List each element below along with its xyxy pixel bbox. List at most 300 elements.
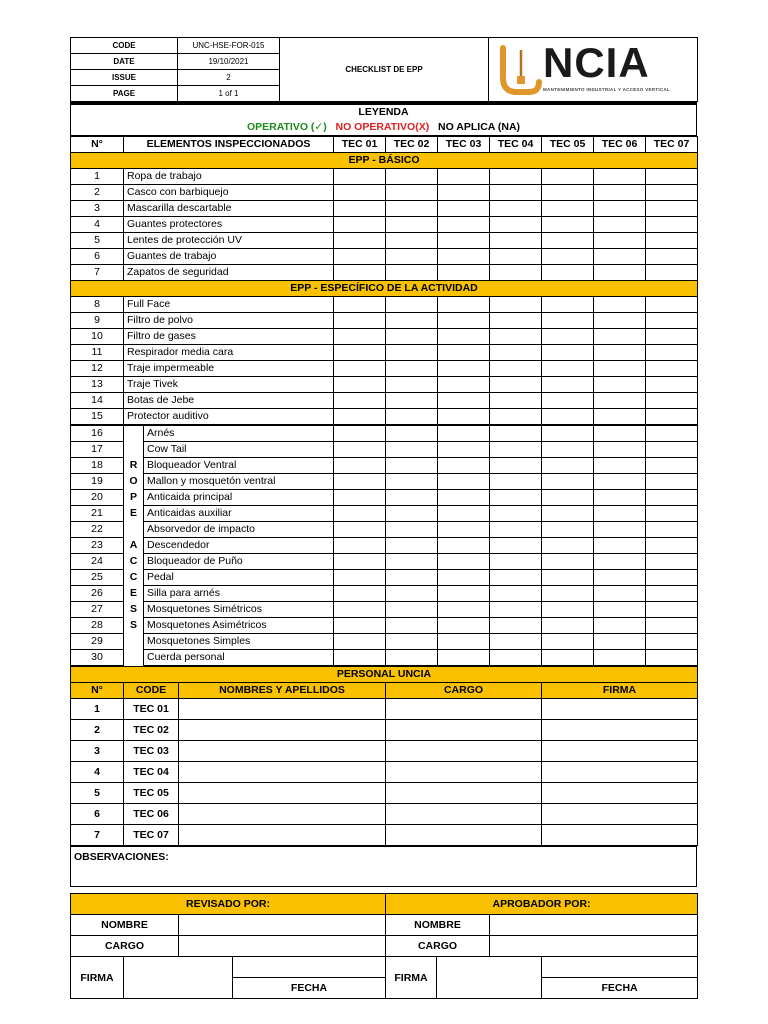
- tec-check-cell[interactable]: [594, 313, 646, 329]
- personal-table: [70, 666, 698, 846]
- tec-check-cell[interactable]: [490, 602, 542, 618]
- tec-check-cell[interactable]: [438, 185, 490, 201]
- tec-check-cell[interactable]: [490, 586, 542, 602]
- observations-field[interactable]: OBSERVACIONES:: [71, 847, 697, 887]
- tec-check-cell[interactable]: [334, 185, 386, 201]
- inspection-row: [71, 169, 698, 185]
- tec-check-cell[interactable]: [646, 458, 698, 474]
- inspection-row: [71, 522, 698, 538]
- tec-check-cell[interactable]: [594, 185, 646, 201]
- legend-no-operativo: NO OPERATIVO(X): [335, 121, 430, 133]
- tec-check-cell[interactable]: [438, 297, 490, 313]
- tec-check-cell[interactable]: [594, 650, 646, 666]
- inspection-row: [71, 425, 698, 442]
- personal-cargo-field[interactable]: [386, 699, 542, 720]
- tec-check-cell[interactable]: [438, 377, 490, 393]
- tec-column-header: TEC 07: [646, 137, 698, 153]
- personal-code: TEC 02: [124, 720, 179, 741]
- personal-name-field[interactable]: [179, 699, 386, 720]
- tec-check-cell[interactable]: [334, 249, 386, 265]
- tec-check-cell[interactable]: [386, 506, 438, 522]
- tec-check-cell[interactable]: [594, 169, 646, 185]
- tec-check-cell[interactable]: [646, 570, 698, 586]
- tec-check-cell[interactable]: [334, 345, 386, 361]
- tec-check-cell[interactable]: [542, 249, 594, 265]
- tec-check-cell[interactable]: [646, 474, 698, 490]
- tec-check-cell[interactable]: [386, 409, 438, 426]
- tec-check-cell[interactable]: [386, 570, 438, 586]
- personal-num: 6: [71, 804, 124, 825]
- personal-row: [71, 783, 698, 804]
- tec-check-cell[interactable]: [334, 442, 386, 458]
- tec-check-cell[interactable]: [594, 522, 646, 538]
- personal-cargo-field[interactable]: [386, 804, 542, 825]
- tec-check-cell[interactable]: [594, 570, 646, 586]
- tec-check-cell[interactable]: [542, 586, 594, 602]
- tec-check-cell[interactable]: [646, 650, 698, 666]
- personal-name-field[interactable]: [179, 762, 386, 783]
- tec-check-cell[interactable]: [334, 201, 386, 217]
- personal-row: [71, 720, 698, 741]
- tec-check-cell[interactable]: [594, 233, 646, 249]
- tec-check-cell[interactable]: [490, 201, 542, 217]
- tec-check-cell[interactable]: [646, 249, 698, 265]
- tec-check-cell[interactable]: [334, 233, 386, 249]
- reviewed-nombre-label: NOMBRE: [71, 915, 179, 936]
- tec-check-cell[interactable]: [438, 442, 490, 458]
- tec-check-cell[interactable]: [334, 538, 386, 554]
- logo-u-mark-icon: [499, 44, 543, 96]
- tec-check-cell[interactable]: [438, 570, 490, 586]
- personal-firma-field[interactable]: [542, 762, 698, 783]
- section-specific-header: EPP - ESPECÍFICO DE LA ACTIVIDAD: [71, 281, 698, 297]
- inspection-row: [71, 233, 698, 249]
- tec-check-cell[interactable]: [334, 570, 386, 586]
- item-number: 30: [71, 650, 124, 666]
- tec-check-cell[interactable]: [542, 522, 594, 538]
- tec-check-cell[interactable]: [386, 554, 438, 570]
- tec-check-cell[interactable]: [386, 185, 438, 201]
- approved-cargo-label: CARGO: [386, 936, 490, 957]
- reviewed-by-header: REVISADO POR:: [71, 894, 386, 915]
- tec-check-cell[interactable]: [646, 425, 698, 442]
- tec-check-cell[interactable]: [646, 538, 698, 554]
- personal-name-field[interactable]: [179, 825, 386, 846]
- tec-check-cell[interactable]: [490, 345, 542, 361]
- tec-check-cell[interactable]: [386, 217, 438, 233]
- personal-cargo-field[interactable]: [386, 741, 542, 762]
- personal-name-field[interactable]: [179, 804, 386, 825]
- tec-check-cell[interactable]: [438, 538, 490, 554]
- item-name: Mallon y mosquetón ventral: [144, 474, 334, 490]
- tec-check-cell[interactable]: [646, 361, 698, 377]
- tec-check-cell[interactable]: [490, 361, 542, 377]
- item-number: 20: [71, 490, 124, 506]
- inspection-row: [71, 442, 698, 458]
- tec-check-cell[interactable]: [490, 506, 542, 522]
- inspection-row: [71, 329, 698, 345]
- tec-check-cell[interactable]: [542, 570, 594, 586]
- tec-check-cell[interactable]: [334, 297, 386, 313]
- tec-check-cell[interactable]: [386, 474, 438, 490]
- personal-firma-header: FIRMA: [542, 683, 698, 699]
- item-number: 7: [71, 265, 124, 281]
- rope-access-letter: E: [124, 506, 144, 522]
- tec-check-cell[interactable]: [386, 329, 438, 345]
- tec-check-cell[interactable]: [542, 442, 594, 458]
- tec-check-cell[interactable]: [542, 265, 594, 281]
- tec-check-cell[interactable]: [438, 554, 490, 570]
- date-value: 19/10/2021: [178, 54, 280, 70]
- tec-check-cell[interactable]: [542, 169, 594, 185]
- tec-check-cell[interactable]: [438, 361, 490, 377]
- tec-check-cell[interactable]: [438, 409, 490, 426]
- tec-check-cell[interactable]: [542, 393, 594, 409]
- tec-check-cell[interactable]: [438, 169, 490, 185]
- tec-check-cell[interactable]: [594, 377, 646, 393]
- tec-check-cell[interactable]: [490, 474, 542, 490]
- tec-check-cell[interactable]: [490, 634, 542, 650]
- inspection-row: [71, 249, 698, 265]
- reviewed-firma-field[interactable]: [124, 957, 233, 999]
- tec-check-cell[interactable]: [334, 217, 386, 233]
- section-basic-header: EPP - BÁSICO: [71, 153, 698, 169]
- personal-cargo-field[interactable]: [386, 783, 542, 804]
- tec-check-cell[interactable]: [594, 602, 646, 618]
- tec-check-cell[interactable]: [594, 634, 646, 650]
- tec-check-cell[interactable]: [490, 265, 542, 281]
- approved-fecha-field[interactable]: [542, 957, 698, 978]
- tec-check-cell[interactable]: [646, 297, 698, 313]
- tec-check-cell[interactable]: [490, 425, 542, 442]
- tec-check-cell[interactable]: [490, 650, 542, 666]
- tec-check-cell[interactable]: [490, 570, 542, 586]
- tec-check-cell[interactable]: [646, 185, 698, 201]
- tec-check-cell[interactable]: [646, 393, 698, 409]
- tec-check-cell[interactable]: [334, 361, 386, 377]
- tec-check-cell[interactable]: [386, 249, 438, 265]
- inspection-row: [71, 361, 698, 377]
- tec-check-cell[interactable]: [646, 201, 698, 217]
- tec-check-cell[interactable]: [542, 474, 594, 490]
- inspection-row: [71, 634, 698, 650]
- tec-check-cell[interactable]: [490, 233, 542, 249]
- tec-check-cell[interactable]: [646, 490, 698, 506]
- tec-check-cell[interactable]: [646, 265, 698, 281]
- tec-check-cell[interactable]: [542, 377, 594, 393]
- tec-check-cell[interactable]: [438, 602, 490, 618]
- tec-check-cell[interactable]: [646, 377, 698, 393]
- reviewed-fecha-field[interactable]: [233, 957, 386, 978]
- tec-check-cell[interactable]: [490, 217, 542, 233]
- tec-check-cell[interactable]: [334, 634, 386, 650]
- tec-check-cell[interactable]: [438, 618, 490, 634]
- inspection-row: [71, 650, 698, 666]
- reviewed-nombre-field[interactable]: [179, 915, 386, 936]
- item-name: Absorvedor de impacto: [144, 522, 334, 538]
- tec-check-cell[interactable]: [594, 458, 646, 474]
- approved-nombre-field[interactable]: [490, 915, 698, 936]
- tec-check-cell[interactable]: [386, 458, 438, 474]
- tec-check-cell[interactable]: [542, 313, 594, 329]
- tec-check-cell[interactable]: [386, 425, 438, 442]
- tec-check-cell[interactable]: [334, 506, 386, 522]
- inspection-row: [71, 602, 698, 618]
- tec-check-cell[interactable]: [646, 506, 698, 522]
- tec-check-cell[interactable]: [490, 313, 542, 329]
- tec-check-cell[interactable]: [542, 329, 594, 345]
- tec-check-cell[interactable]: [334, 554, 386, 570]
- tec-check-cell[interactable]: [542, 185, 594, 201]
- tec-check-cell[interactable]: [438, 217, 490, 233]
- personal-name-field[interactable]: [179, 741, 386, 762]
- reviewed-cargo-label: CARGO: [71, 936, 179, 957]
- tec-check-cell[interactable]: [386, 602, 438, 618]
- personal-firma-field[interactable]: [542, 783, 698, 804]
- tec-check-cell[interactable]: [594, 217, 646, 233]
- reviewed-cargo-field[interactable]: [179, 936, 386, 957]
- tec-check-cell[interactable]: [594, 586, 646, 602]
- tec-check-cell[interactable]: [438, 458, 490, 474]
- tec-check-cell[interactable]: [542, 201, 594, 217]
- personal-firma-field[interactable]: [542, 699, 698, 720]
- personal-row: [71, 804, 698, 825]
- tec-check-cell[interactable]: [438, 233, 490, 249]
- tec-check-cell[interactable]: [386, 490, 438, 506]
- tec-check-cell[interactable]: [646, 169, 698, 185]
- tec-check-cell[interactable]: [594, 249, 646, 265]
- tec-check-cell[interactable]: [594, 201, 646, 217]
- tec-check-cell[interactable]: [542, 233, 594, 249]
- tec-check-cell[interactable]: [386, 538, 438, 554]
- num-column-header: N°: [71, 137, 124, 153]
- tec-check-cell[interactable]: [490, 618, 542, 634]
- tec-check-cell[interactable]: [334, 650, 386, 666]
- tec-check-cell[interactable]: [438, 329, 490, 345]
- tec-check-cell[interactable]: [386, 313, 438, 329]
- tec-check-cell[interactable]: [334, 377, 386, 393]
- tec-check-cell[interactable]: [646, 602, 698, 618]
- tec-check-cell[interactable]: [646, 586, 698, 602]
- tec-check-cell[interactable]: [386, 361, 438, 377]
- personal-firma-field[interactable]: [542, 825, 698, 846]
- tec-check-cell[interactable]: [386, 634, 438, 650]
- tec-check-cell[interactable]: [594, 490, 646, 506]
- tec-check-cell[interactable]: [594, 409, 646, 426]
- tec-check-cell[interactable]: [542, 409, 594, 426]
- approved-firma-label: FIRMA: [386, 957, 437, 999]
- tec-check-cell[interactable]: [542, 506, 594, 522]
- issue-value: 2: [178, 70, 280, 86]
- tec-check-cell[interactable]: [646, 618, 698, 634]
- tec-check-cell[interactable]: [334, 490, 386, 506]
- tec-check-cell[interactable]: [490, 409, 542, 426]
- tec-check-cell[interactable]: [594, 506, 646, 522]
- tec-check-cell[interactable]: [334, 409, 386, 426]
- tec-check-cell[interactable]: [490, 554, 542, 570]
- legend-title: LEYENDA: [71, 104, 697, 121]
- item-name: Casco con barbiquejo: [124, 185, 334, 201]
- tec-check-cell[interactable]: [334, 458, 386, 474]
- tec-check-cell[interactable]: [386, 586, 438, 602]
- tec-check-cell[interactable]: [646, 233, 698, 249]
- item-number: 15: [71, 409, 124, 426]
- personal-num: 4: [71, 762, 124, 783]
- tec-check-cell[interactable]: [386, 233, 438, 249]
- tec-check-cell[interactable]: [490, 297, 542, 313]
- item-number: 23: [71, 538, 124, 554]
- tec-check-cell[interactable]: [438, 249, 490, 265]
- tec-check-cell[interactable]: [542, 634, 594, 650]
- tec-check-cell[interactable]: [646, 217, 698, 233]
- tec-check-cell[interactable]: [542, 602, 594, 618]
- inspection-row: [71, 265, 698, 281]
- tec-check-cell[interactable]: [334, 169, 386, 185]
- tec-check-cell[interactable]: [542, 554, 594, 570]
- tec-check-cell[interactable]: [646, 409, 698, 426]
- tec-check-cell[interactable]: [490, 393, 542, 409]
- tec-check-cell[interactable]: [438, 201, 490, 217]
- tec-check-cell[interactable]: [438, 474, 490, 490]
- tec-check-cell[interactable]: [386, 201, 438, 217]
- tec-check-cell[interactable]: [594, 329, 646, 345]
- tec-check-cell[interactable]: [386, 297, 438, 313]
- tec-check-cell[interactable]: [438, 265, 490, 281]
- personal-name-field[interactable]: [179, 720, 386, 741]
- personal-row: [71, 825, 698, 846]
- tec-check-cell[interactable]: [490, 377, 542, 393]
- tec-check-cell[interactable]: [438, 490, 490, 506]
- tec-check-cell[interactable]: [542, 650, 594, 666]
- tec-check-cell[interactable]: [646, 329, 698, 345]
- approved-cargo-field[interactable]: [490, 936, 698, 957]
- tec-check-cell[interactable]: [542, 345, 594, 361]
- rope-access-letter: [124, 522, 144, 538]
- tec-check-cell[interactable]: [334, 586, 386, 602]
- tec-check-cell[interactable]: [386, 618, 438, 634]
- tec-check-cell[interactable]: [646, 313, 698, 329]
- tec-check-cell[interactable]: [542, 297, 594, 313]
- personal-firma-field[interactable]: [542, 720, 698, 741]
- tec-check-cell[interactable]: [594, 297, 646, 313]
- item-name: Mosquetones Simples: [144, 634, 334, 650]
- tec-check-cell[interactable]: [438, 313, 490, 329]
- tec-check-cell[interactable]: [334, 329, 386, 345]
- tec-check-cell[interactable]: [334, 522, 386, 538]
- tec-check-cell[interactable]: [490, 490, 542, 506]
- personal-cargo-field[interactable]: [386, 720, 542, 741]
- personal-firma-field[interactable]: [542, 804, 698, 825]
- personal-cargo-field[interactable]: [386, 762, 542, 783]
- inspection-row: [71, 586, 698, 602]
- tec-check-cell[interactable]: [594, 393, 646, 409]
- tec-check-cell[interactable]: [438, 393, 490, 409]
- tec-check-cell[interactable]: [438, 345, 490, 361]
- tec-check-cell[interactable]: [594, 538, 646, 554]
- tec-check-cell[interactable]: [490, 185, 542, 201]
- tec-check-cell[interactable]: [646, 522, 698, 538]
- tec-check-cell[interactable]: [646, 345, 698, 361]
- tec-check-cell[interactable]: [438, 586, 490, 602]
- tec-check-cell[interactable]: [334, 313, 386, 329]
- elements-column-header: ELEMENTOS INSPECCIONADOS: [124, 137, 334, 153]
- tec-check-cell[interactable]: [542, 361, 594, 377]
- tec-check-cell[interactable]: [386, 169, 438, 185]
- tec-check-cell[interactable]: [542, 217, 594, 233]
- tec-check-cell[interactable]: [594, 474, 646, 490]
- tec-check-cell[interactable]: [646, 554, 698, 570]
- tec-check-cell[interactable]: [386, 377, 438, 393]
- tec-check-cell[interactable]: [386, 393, 438, 409]
- tec-check-cell[interactable]: [594, 425, 646, 442]
- tec-check-cell[interactable]: [490, 458, 542, 474]
- tec-check-cell[interactable]: [334, 602, 386, 618]
- tec-check-cell[interactable]: [646, 442, 698, 458]
- tec-check-cell[interactable]: [646, 634, 698, 650]
- personal-cargo-field[interactable]: [386, 825, 542, 846]
- tec-check-cell[interactable]: [594, 442, 646, 458]
- rope-access-letter: E: [124, 586, 144, 602]
- item-name: Guantes de trabajo: [124, 249, 334, 265]
- tec-check-cell[interactable]: [334, 265, 386, 281]
- tec-check-cell[interactable]: [334, 425, 386, 442]
- tec-check-cell[interactable]: [438, 506, 490, 522]
- personal-firma-field[interactable]: [542, 741, 698, 762]
- tec-check-cell[interactable]: [490, 442, 542, 458]
- tec-check-cell[interactable]: [490, 329, 542, 345]
- item-name: Filtro de gases: [124, 329, 334, 345]
- approved-firma-field[interactable]: [437, 957, 542, 999]
- legend: [70, 102, 697, 136]
- item-name: Traje impermeable: [124, 361, 334, 377]
- tec-check-cell[interactable]: [438, 634, 490, 650]
- tec-check-cell[interactable]: [386, 265, 438, 281]
- tec-check-cell[interactable]: [594, 345, 646, 361]
- tec-check-cell[interactable]: [490, 249, 542, 265]
- tec-check-cell[interactable]: [542, 538, 594, 554]
- item-name: Guantes protectores: [124, 217, 334, 233]
- tec-check-cell[interactable]: [334, 393, 386, 409]
- item-name: Bloqueador de Puño: [144, 554, 334, 570]
- personal-name-field[interactable]: [179, 783, 386, 804]
- tec-check-cell[interactable]: [438, 650, 490, 666]
- tec-check-cell[interactable]: [438, 522, 490, 538]
- tec-column-header: TEC 04: [490, 137, 542, 153]
- tec-check-cell[interactable]: [490, 169, 542, 185]
- tec-check-cell[interactable]: [594, 618, 646, 634]
- tec-check-cell[interactable]: [490, 538, 542, 554]
- item-number: 21: [71, 506, 124, 522]
- tec-check-cell[interactable]: [334, 618, 386, 634]
- tec-check-cell[interactable]: [438, 425, 490, 442]
- personal-num-header: N°: [71, 683, 124, 699]
- item-name: Silla para arnés: [144, 586, 334, 602]
- tec-check-cell[interactable]: [542, 458, 594, 474]
- tec-check-cell[interactable]: [542, 425, 594, 442]
- tec-check-cell[interactable]: [594, 361, 646, 377]
- tec-check-cell[interactable]: [386, 650, 438, 666]
- tec-check-cell[interactable]: [594, 554, 646, 570]
- tec-check-cell[interactable]: [490, 522, 542, 538]
- tec-check-cell[interactable]: [542, 490, 594, 506]
- item-number: 1: [71, 169, 124, 185]
- tec-check-cell[interactable]: [542, 618, 594, 634]
- tec-check-cell[interactable]: [594, 265, 646, 281]
- tec-check-cell[interactable]: [386, 522, 438, 538]
- tec-check-cell[interactable]: [334, 474, 386, 490]
- tec-check-cell[interactable]: [386, 442, 438, 458]
- tec-check-cell[interactable]: [386, 345, 438, 361]
